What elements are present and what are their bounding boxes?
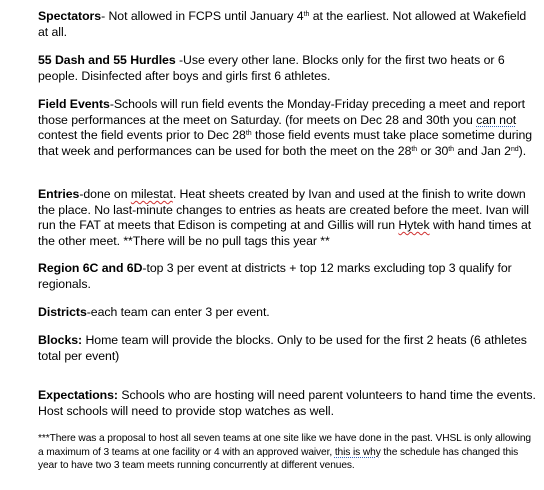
superscript: th <box>303 11 310 18</box>
expectations-text: Schools who are hosting will need parent volunteers to hand time the events. Host schools will need to provide stop watches as well. <box>38 388 536 418</box>
footnote-text: ***There was a proposal to host all seven teams at one site like we have done in the past. VHSL is only allowing a maximum of 3 teams at one facility or 4 with an approved waiver, <box>38 433 531 458</box>
entries-paragraph <box>38 187 538 249</box>
spectators-heading: Spectators <box>38 9 102 23</box>
grammar-flagged-word[interactable]: this is why <box>334 446 381 458</box>
blocks-paragraph <box>38 333 538 364</box>
region-text: -top 3 per event at districts + top 12 marks excluding top 3 qualify for regionals. <box>38 261 512 291</box>
dash-hurdles-heading: 55 Dash and 55 Hurdles <box>38 53 176 67</box>
region-paragraph <box>38 261 538 292</box>
field-events-text: and Jan 2 <box>454 143 511 158</box>
field-events-text: ). <box>518 143 527 158</box>
spectators-text: - Not allowed in FCPS until January 4 <box>101 9 304 23</box>
superscript: th <box>448 145 455 153</box>
superscript: th <box>245 130 252 138</box>
footnote-text: the schedule has changed this year to have two 3 team meets running concurrently at different venues. <box>38 446 519 472</box>
blocks-text: Home team will provide the blocks. Only to be used for the first 2 heats (6 athletes total per event) <box>38 333 527 363</box>
field-events-paragraph <box>38 97 538 159</box>
spectators-text: at the earliest. Not allowed at Wakefield at all. <box>38 9 527 39</box>
expectations-paragraph <box>38 388 538 419</box>
entries-text: with hand times at the other meet. **There will be no pull tags this year ** <box>38 218 532 248</box>
entries-text: . Heat sheets created by Ivan and used at the finish to write down the place. No last-minute changes to entries as heats are created before the meet. Ivan will run the FAT at meets that Edison is competing at and Gillis will run <box>38 187 529 233</box>
entries-text: -done on <box>79 187 131 201</box>
spelling-flagged-word[interactable]: milestat <box>130 187 173 201</box>
districts-paragraph <box>38 305 538 321</box>
blocks-heading: Blocks: <box>38 333 83 347</box>
expectations-heading: Expectations: <box>38 388 118 402</box>
spelling-flagged-word[interactable]: Hytek <box>398 218 430 233</box>
field-events-text: those field events must take place sometime during that week and performances can be used for both the meet on the 28 <box>38 128 533 158</box>
entries-heading: Entries <box>38 187 80 201</box>
dash-hurdles-paragraph <box>38 53 538 84</box>
field-events-text: -Schools will run field events the Monday-Friday preceding a meet and report those performances at the meet on Saturday. (for meets on Dec 28 and 30th you <box>38 97 526 127</box>
region-heading: Region 6C and 6D <box>38 261 143 275</box>
field-events-heading: Field Events <box>38 97 110 111</box>
spectators-paragraph <box>38 9 538 40</box>
footnote-paragraph <box>38 432 538 473</box>
field-events-text: or 30 <box>417 143 449 158</box>
field-events-text: contest the field events prior to Dec 28 <box>38 128 246 143</box>
superscript: th <box>411 145 418 153</box>
districts-heading: Districts <box>38 305 87 319</box>
superscript: nd <box>510 145 519 153</box>
districts-text: -each team can enter 3 per event. <box>86 305 270 319</box>
dash-hurdles-text: -Use every other lane. Blocks only for the first two heats or 6 people. Disinfected after boys and girls first 6 athletes. <box>38 53 505 83</box>
grammar-flagged-word[interactable]: can not <box>476 112 517 127</box>
